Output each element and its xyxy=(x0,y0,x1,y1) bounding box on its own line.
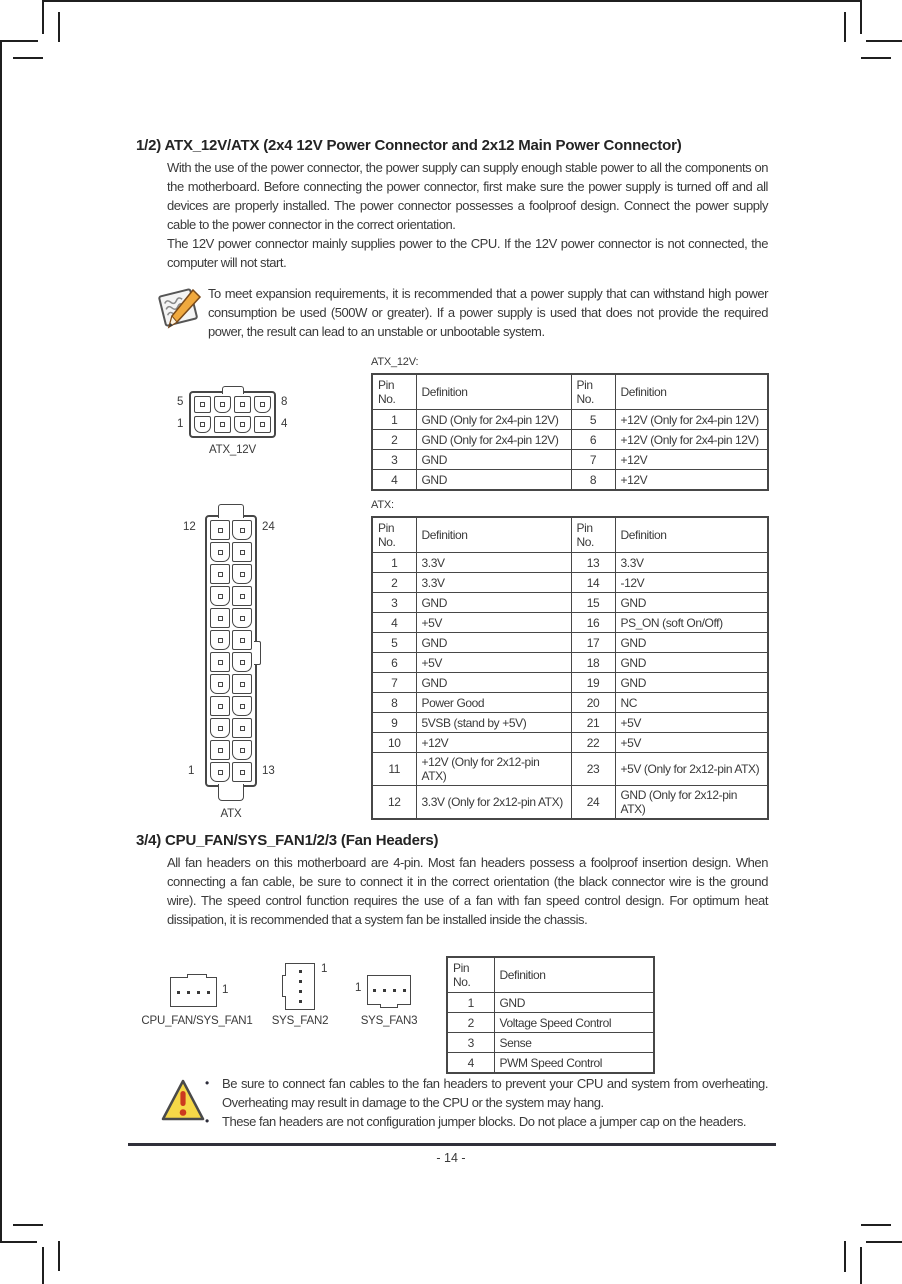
pin-label: 1 xyxy=(355,982,362,994)
note-text: To meet expansion requirements, it is recommended that a power supply that can withstand high power consumption be used (500W or greater). If a power supply is used that does not provide the required power, the result can lead to an unstable or unbootable system. xyxy=(208,286,768,339)
table-row xyxy=(372,733,768,753)
page-number: - 14 - xyxy=(436,1151,466,1165)
connector-key-tab xyxy=(218,504,244,518)
fan-header-caption: SYS_FAN3 xyxy=(360,1015,418,1027)
pin-dot xyxy=(403,989,406,992)
pin-hole xyxy=(218,704,223,709)
pin-hole xyxy=(240,726,245,731)
table-cell: +5V xyxy=(416,613,571,633)
section-number: 3/4) xyxy=(136,832,162,849)
table-cell: GND (Only for 2x12-pin ATX) xyxy=(615,786,768,820)
table-cell: 14 xyxy=(571,573,615,593)
table-cell: NC xyxy=(615,693,768,713)
connector-pin xyxy=(232,586,252,606)
connector-pin xyxy=(210,542,230,562)
table-cell: -12V xyxy=(615,573,768,593)
connector-pin xyxy=(210,586,230,606)
table-cell: PS_ON (soft On/Off) xyxy=(615,613,768,633)
cpu-fan-header-diagram xyxy=(170,977,217,1007)
table-cell: 7 xyxy=(571,450,615,470)
pin-label: 4 xyxy=(281,418,288,430)
crop-mark xyxy=(860,1247,862,1284)
table-cell: 18 xyxy=(571,653,615,673)
table-cell: GND xyxy=(615,673,768,693)
pin-hole xyxy=(240,704,245,709)
column-header: Definition xyxy=(615,374,768,410)
connector-pin xyxy=(232,740,252,760)
fan-header-caption: SYS_FAN2 xyxy=(271,1015,329,1027)
section-title: ATX_12V/ATX (2x4 12V Power Connector and 2x12 Main Power Connector) xyxy=(164,137,682,154)
table-cell: 4 xyxy=(372,470,416,491)
fan-pin-table xyxy=(446,956,655,1074)
connector-pin xyxy=(232,718,252,738)
table-row xyxy=(372,673,768,693)
pin-hole xyxy=(218,726,223,731)
pin-hole xyxy=(260,422,265,427)
pin-hole xyxy=(218,638,223,643)
table-cell: 5 xyxy=(571,410,615,430)
pin-hole xyxy=(218,572,223,577)
table-cell: Power Good xyxy=(416,693,571,713)
warning-item xyxy=(205,1074,768,1112)
connector-pin xyxy=(210,564,230,584)
pin-label: 1 xyxy=(222,984,229,996)
connector-pin xyxy=(254,396,271,413)
atx-connector-caption: ATX xyxy=(220,808,242,820)
pin-row xyxy=(171,978,216,1006)
header-row xyxy=(372,517,768,553)
atx-table-title: ATX: xyxy=(371,499,394,511)
section-title: CPU_FAN/SYS_FAN1/2/3 (Fan Headers) xyxy=(165,832,439,849)
table-cell: Voltage Speed Control xyxy=(494,1013,654,1033)
pin-hole xyxy=(218,682,223,687)
connector-pin xyxy=(232,630,252,650)
pin-hole xyxy=(218,594,223,599)
table-cell: 15 xyxy=(571,593,615,613)
connector-pin xyxy=(210,740,230,760)
connector-pin xyxy=(210,608,230,628)
pin-dot xyxy=(177,991,180,994)
section-heading-fan xyxy=(136,832,438,849)
pin-hole xyxy=(218,528,223,533)
table-cell: 7 xyxy=(372,673,416,693)
pin-hole xyxy=(240,682,245,687)
table-cell: 19 xyxy=(571,673,615,693)
atx-pin-table xyxy=(371,516,769,820)
table-row xyxy=(372,410,768,430)
table-cell: 11 xyxy=(372,753,416,786)
crop-mark xyxy=(866,1241,902,1243)
table-row xyxy=(372,633,768,653)
header-row xyxy=(447,957,654,993)
table-row xyxy=(372,693,768,713)
table-cell: +12V (Only for 2x4-pin 12V) xyxy=(615,430,768,450)
pin-hole xyxy=(240,594,245,599)
table-row xyxy=(372,450,768,470)
pin-hole xyxy=(240,660,245,665)
bullet-icon: • xyxy=(205,1114,209,1128)
table-row xyxy=(372,753,768,786)
warning-icon xyxy=(161,1077,205,1123)
connector-pin xyxy=(210,762,230,782)
table-cell: 6 xyxy=(372,653,416,673)
table-cell: 5VSB (stand by +5V) xyxy=(416,713,571,733)
connector-pin xyxy=(210,652,230,672)
table-cell: 20 xyxy=(571,693,615,713)
connector-pin xyxy=(210,520,230,540)
crop-mark xyxy=(866,40,902,42)
table-row xyxy=(447,1053,654,1074)
pin-dot xyxy=(299,1000,302,1003)
connector-pin xyxy=(214,396,231,413)
warning-text: Be sure to connect fan cables to the fan headers to prevent your CPU and system from overheating. Overheating may result in damage to the CPU or the system may hang. xyxy=(222,1076,768,1110)
connector-pin xyxy=(214,416,231,433)
pin-hole xyxy=(220,422,225,427)
pin-dot xyxy=(197,991,200,994)
column-header: Pin No. xyxy=(571,374,615,410)
table-cell: 22 xyxy=(571,733,615,753)
paragraph: With the use of the power connector, the power supply can supply enough stable power to all the components on the motherboard. Before connecting the power connector, first make sure the power supply is turned off and all devices are properly installed. The power connector possesses a foolproof design. Connect the power supply cable to the power connector in the correct orientation. xyxy=(167,160,768,232)
page-border-top xyxy=(42,0,862,2)
pin-hole xyxy=(218,616,223,621)
pin-dot xyxy=(207,991,210,994)
table-cell: 24 xyxy=(571,786,615,820)
table-cell: 8 xyxy=(571,470,615,491)
table-cell: 3.3V xyxy=(416,573,571,593)
table-cell: GND xyxy=(494,993,654,1013)
crop-mark xyxy=(860,0,862,34)
table-cell: GND xyxy=(416,470,571,491)
paragraph: The 12V power connector mainly supplies power to the CPU. If the 12V power connector is not connected, the computer will not start. xyxy=(167,236,768,270)
pin-dot xyxy=(393,989,396,992)
page-border-left xyxy=(0,40,2,1243)
pin-hole xyxy=(218,550,223,555)
connector-pin xyxy=(234,416,251,433)
crop-mark xyxy=(58,1241,60,1271)
connector-pin xyxy=(232,564,252,584)
table-cell: GND (Only for 2x4-pin 12V) xyxy=(416,410,571,430)
table-cell: 3.3V xyxy=(416,553,571,573)
table-row xyxy=(372,430,768,450)
warning-text: These fan headers are not configuration jumper blocks. Do not place a jumper cap on the headers. xyxy=(222,1114,747,1129)
pin-column xyxy=(286,964,314,1009)
connector-key-tab xyxy=(380,1004,398,1008)
connector-pin xyxy=(210,630,230,650)
table-cell: GND (Only for 2x4-pin 12V) xyxy=(416,430,571,450)
table-cell: GND xyxy=(416,450,571,470)
pin-label: 1 xyxy=(188,765,195,777)
column-header: Pin No. xyxy=(372,517,416,553)
pin-hole xyxy=(200,402,205,407)
table-cell: 13 xyxy=(571,553,615,573)
connector-latch xyxy=(218,784,244,801)
pin-label: 12 xyxy=(183,521,196,533)
table-cell: +12V (Only for 2x12-pin ATX) xyxy=(416,753,571,786)
table-cell: +12V xyxy=(615,470,768,491)
table-cell: 4 xyxy=(447,1053,494,1074)
sys-fan2-header-diagram xyxy=(285,963,315,1010)
crop-mark xyxy=(0,1241,37,1243)
table-cell: +5V xyxy=(416,653,571,673)
connector-pin xyxy=(210,696,230,716)
table-cell: 5 xyxy=(372,633,416,653)
pin-label: 13 xyxy=(262,765,275,777)
table-row xyxy=(447,1033,654,1053)
table-cell: 2 xyxy=(372,573,416,593)
table-cell: +12V xyxy=(615,450,768,470)
connector-pin xyxy=(210,674,230,694)
crop-mark xyxy=(861,1224,891,1226)
pin-hole xyxy=(240,422,245,427)
pin-row xyxy=(368,976,410,1004)
table-cell: +5V xyxy=(615,733,768,753)
connector-pin xyxy=(194,416,211,433)
table-row xyxy=(372,613,768,633)
connector-pin xyxy=(232,696,252,716)
pin-hole xyxy=(218,660,223,665)
table-cell: 17 xyxy=(571,633,615,653)
table-cell: 1 xyxy=(372,410,416,430)
table-row xyxy=(447,993,654,1013)
pin-hole xyxy=(240,402,245,407)
power-paragraphs xyxy=(167,158,768,272)
crop-mark xyxy=(42,0,44,34)
table-cell: 3 xyxy=(372,593,416,613)
column-header: Pin No. xyxy=(372,374,416,410)
table-cell: 10 xyxy=(372,733,416,753)
fan-warnings xyxy=(205,1074,768,1131)
connector-pin xyxy=(234,396,251,413)
pin-hole xyxy=(240,550,245,555)
pin-hole xyxy=(220,402,225,407)
section-number: 1/2) xyxy=(136,137,162,154)
connector-pin xyxy=(232,520,252,540)
crop-mark xyxy=(0,40,38,42)
crop-mark xyxy=(13,1224,43,1226)
section-heading-power xyxy=(136,137,682,154)
table-cell: +12V xyxy=(416,733,571,753)
connector-pin xyxy=(232,652,252,672)
pin-dot xyxy=(383,989,386,992)
connector-pin xyxy=(232,674,252,694)
crop-mark xyxy=(13,57,43,59)
crop-mark xyxy=(58,12,60,42)
pin-dot xyxy=(299,970,302,973)
pin-hole xyxy=(240,748,245,753)
pin-hole xyxy=(240,616,245,621)
connector-pin xyxy=(232,762,252,782)
table-cell: GND xyxy=(416,673,571,693)
table-cell: GND xyxy=(416,633,571,653)
header-row xyxy=(372,374,768,410)
pin-hole xyxy=(240,572,245,577)
table-cell: 21 xyxy=(571,713,615,733)
bullet-icon: • xyxy=(205,1076,209,1090)
table-cell: GND xyxy=(615,633,768,653)
crop-mark xyxy=(844,12,846,42)
table-row xyxy=(372,573,768,593)
table-row xyxy=(372,593,768,613)
connector-pin xyxy=(210,718,230,738)
atx12v-table-title: ATX_12V: xyxy=(371,356,419,368)
atx12v-connector-caption: ATX_12V xyxy=(209,444,256,456)
fan-header-caption: CPU_FAN/SYS_FAN1 xyxy=(141,1015,253,1027)
sys-fan3-header-diagram xyxy=(367,975,411,1005)
connector-side-key xyxy=(254,641,261,665)
table-cell: 1 xyxy=(372,553,416,573)
table-cell: 23 xyxy=(571,753,615,786)
table-cell: 3.3V xyxy=(615,553,768,573)
crop-mark xyxy=(861,57,891,59)
crop-mark xyxy=(42,1247,44,1284)
table-cell: 9 xyxy=(372,713,416,733)
table-cell: 3 xyxy=(372,450,416,470)
atx12v-pin-table xyxy=(371,373,769,491)
pin-label: 8 xyxy=(281,396,288,408)
table-cell: 3 xyxy=(447,1033,494,1053)
connector-pin xyxy=(254,416,271,433)
column-header: Pin No. xyxy=(571,517,615,553)
table-row xyxy=(372,786,768,820)
table-cell: 8 xyxy=(372,693,416,713)
atx-connector-diagram xyxy=(205,515,257,787)
connector-key-tab xyxy=(222,386,244,394)
pin-hole xyxy=(218,748,223,753)
pin-hole xyxy=(260,402,265,407)
table-cell: GND xyxy=(615,593,768,613)
pin-label: 5 xyxy=(177,396,184,408)
pin-hole xyxy=(240,528,245,533)
warning-item xyxy=(205,1112,768,1131)
connector-pin xyxy=(194,396,211,413)
connector-pin xyxy=(232,608,252,628)
table-row xyxy=(372,713,768,733)
table-cell: +12V (Only for 2x4-pin 12V) xyxy=(615,410,768,430)
table-cell: 2 xyxy=(372,430,416,450)
pin-hole xyxy=(240,638,245,643)
table-cell: GND xyxy=(416,593,571,613)
column-header: Definition xyxy=(494,957,654,993)
column-header: Definition xyxy=(416,374,571,410)
table-cell: +5V (Only for 2x12-pin ATX) xyxy=(615,753,768,786)
table-row xyxy=(372,653,768,673)
pin-dot xyxy=(299,980,302,983)
column-header: Definition xyxy=(615,517,768,553)
table-cell: +5V xyxy=(615,713,768,733)
fan-paragraph: All fan headers on this motherboard are 4-pin. Most fan headers possess a foolproof insertion design. When connecting a fan cable, be sure to connect it in the correct orientation (the black connector wire is the ground wire). The speed control function requires the use of a fan with fan speed control design. For optimum heat dissipation, it is recommended that a system fan be installed inside the chassis. xyxy=(167,855,768,927)
table-cell: 3.3V (Only for 2x12-pin ATX) xyxy=(416,786,571,820)
table-cell: PWM Speed Control xyxy=(494,1053,654,1074)
footer-rule xyxy=(128,1143,776,1146)
crop-mark xyxy=(844,1241,846,1272)
table-cell: 1 xyxy=(447,993,494,1013)
connector-pin xyxy=(232,542,252,562)
table-row xyxy=(447,1013,654,1033)
table-cell: 16 xyxy=(571,613,615,633)
table-cell: 6 xyxy=(571,430,615,450)
pin-label: 1 xyxy=(177,418,184,430)
pin-label: 24 xyxy=(262,521,275,533)
table-row xyxy=(372,553,768,573)
atx12v-connector-diagram xyxy=(189,391,276,438)
column-header: Definition xyxy=(416,517,571,553)
pin-label: 1 xyxy=(321,963,328,975)
table-cell: Sense xyxy=(494,1033,654,1053)
table-cell: 12 xyxy=(372,786,416,820)
column-header: Pin No. xyxy=(447,957,494,993)
pin-dot xyxy=(187,991,190,994)
pin-dot xyxy=(373,989,376,992)
pin-hole xyxy=(218,770,223,775)
pin-hole xyxy=(240,770,245,775)
table-cell: GND xyxy=(615,653,768,673)
note-icon xyxy=(155,283,205,331)
pin-dot xyxy=(299,990,302,993)
table-cell: 4 xyxy=(372,613,416,633)
table-row xyxy=(372,470,768,491)
table-cell: 2 xyxy=(447,1013,494,1033)
pin-hole xyxy=(200,422,205,427)
